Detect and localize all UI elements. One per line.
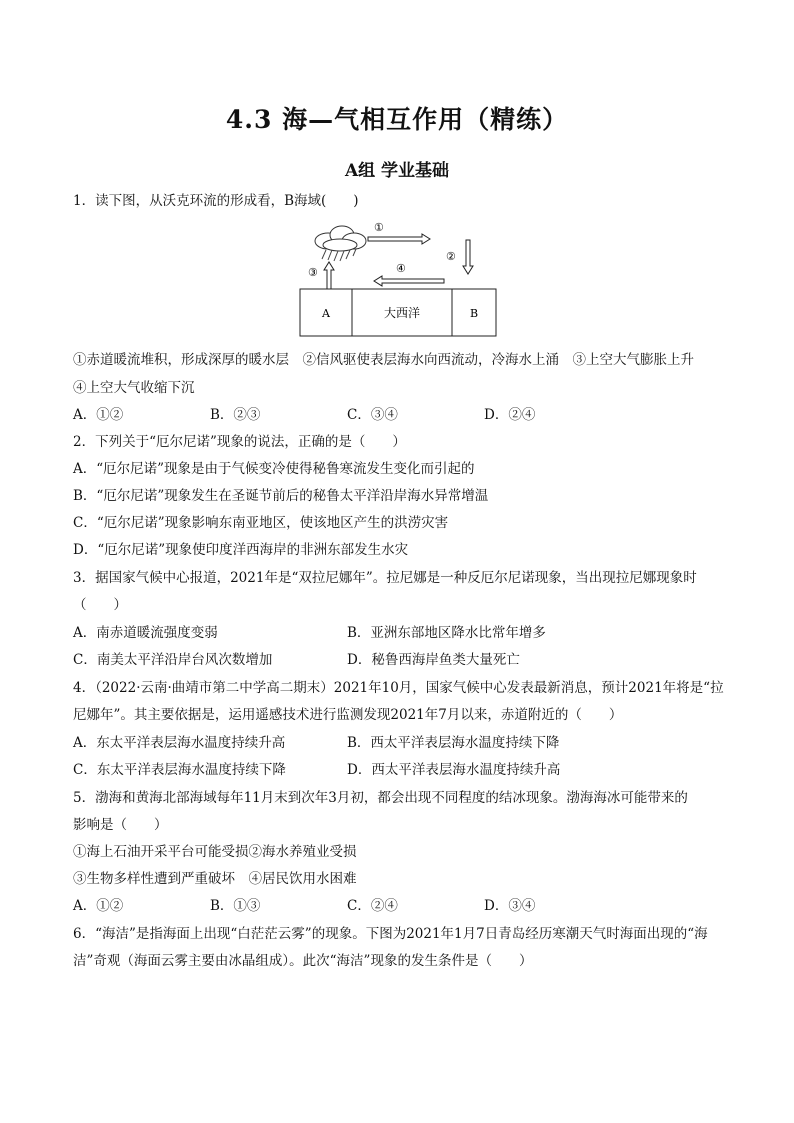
q2-option-c[interactable]: C．“厄尔尼诺”现象影响东南亚地区，使该地区产生的洪涝灾害 <box>73 515 449 531</box>
q3-option-a[interactable]: A．南赤道暖流强度变弱 <box>73 625 218 641</box>
q2-option-b[interactable]: B．“厄尔尼诺”现象发生在圣诞节前后的秘鲁太平洋沿岸海水异常增温 <box>73 488 489 504</box>
q2-option-a[interactable]: A．“厄尔尼诺”现象是由于气候变冷使得秘鲁寒流发生变化而引起的 <box>73 461 475 477</box>
arrow-3-upward <box>324 262 334 289</box>
q3-stem-line2: （ ） <box>73 597 127 613</box>
q1-statements-line2: ④上空大气收缩下沉 <box>73 380 195 396</box>
q5-option-c[interactable]: C．②④ <box>347 898 398 914</box>
q6-stem-line1: 6．“海洁”是指海面上出现“白茫茫云雾”的现象。下图为2021年1月7日青岛经历寒潮天气时海面出现的“海 <box>73 926 708 942</box>
q5-statements-line1: ①海上石油开采平台可能受损②海水养殖业受损 <box>73 844 357 860</box>
q1-option-b[interactable]: B．②③ <box>210 407 261 423</box>
box-b-label: B <box>469 307 479 320</box>
q2-option-d[interactable]: D．“厄尔尼诺”现象使印度洋西海岸的非洲东部发生水灾 <box>73 542 409 558</box>
arrow-1-eastward <box>368 234 430 244</box>
q5-option-d[interactable]: D．③④ <box>484 898 536 914</box>
section-heading: A组 学业基础 <box>344 161 450 181</box>
q6-stem-line2: 洁”奇观（海面云雾主要由冰晶组成）。此次“海洁”现象的发生条件是（ ） <box>73 953 533 969</box>
q5-option-b[interactable]: B．①③ <box>210 898 261 914</box>
walker-circulation-diagram <box>296 218 500 372</box>
q4-stem-line2: 尼娜年”。其主要依据是，运用遥感技术进行监测发现2021年7月以来，赤道附近的（ ） <box>73 707 623 723</box>
q4-stem-line1: 4．（2022·云南·曲靖市第二中学高二期末）2021年10月，国家气候中心发表最新消息，预计2021年将是“拉 <box>73 680 724 696</box>
q2-stem: 2．下列关于“厄尔尼诺”现象的说法，正确的是（ ） <box>73 434 406 450</box>
arrow-2-downward <box>463 240 473 274</box>
q3-option-b[interactable]: B．亚洲东部地区降水比常年增多 <box>347 625 546 641</box>
q5-option-a[interactable]: A．①② <box>73 898 124 914</box>
arrow-3-label: ③ <box>308 266 318 279</box>
q3-option-c[interactable]: C．南美太平洋沿岸台风次数增加 <box>73 652 273 668</box>
q1-option-c[interactable]: C．③④ <box>347 407 398 423</box>
arrow-2-label: ② <box>446 250 456 263</box>
q1-statements-line1: ①赤道暖流堆积，形成深厚的暖水层 ②信风驱使表层海水向西流动，冷海水上涌 ③上空大气膨胀上升 <box>73 352 694 368</box>
q1-option-d[interactable]: D．②④ <box>484 407 536 423</box>
q4-option-d[interactable]: D．西太平洋表层海水温度持续升高 <box>347 762 561 778</box>
arrow-4-westward <box>374 276 444 286</box>
box-a-label: A <box>322 307 330 320</box>
q1-option-a[interactable]: A．①② <box>73 407 124 423</box>
q4-option-c[interactable]: C．东太平洋表层海水温度持续下降 <box>73 762 286 778</box>
q3-option-d[interactable]: D．秘鲁西海岸鱼类大量死亡 <box>347 652 520 668</box>
q5-statements-line2: ③生物多样性遭到严重破坏 ④居民饮用水困难 <box>73 871 357 887</box>
q5-stem-line2: 影响是（ ） <box>73 817 168 833</box>
page-title: 4.3 海—气相互作用（精练） <box>225 105 569 134</box>
arrow-1-label: ① <box>374 221 384 234</box>
q5-stem-line1: 5．渤海和黄海北部海域每年11月末到次年3月初，都会出现不同程度的结冰现象。渤海海冰可能带来的 <box>73 790 688 806</box>
cloud-rain-icon <box>315 226 366 251</box>
q4-option-b[interactable]: B．西太平洋表层海水温度持续下降 <box>347 735 560 751</box>
q1-stem: 1．读下图，从沃克环流的形成看，B海域( ) <box>73 193 359 209</box>
arrow-4-label: ④ <box>396 262 406 275</box>
q3-stem-line1: 3．据国家气候中心报道，2021年是“双拉尼娜年”。拉尼娜是一种反厄尔尼诺现象，当出现拉尼娜现象时 <box>73 570 697 586</box>
q4-option-a[interactable]: A．东太平洋表层海水温度持续升高 <box>73 735 286 751</box>
box-atlantic-label: 大西洋 <box>383 306 421 320</box>
